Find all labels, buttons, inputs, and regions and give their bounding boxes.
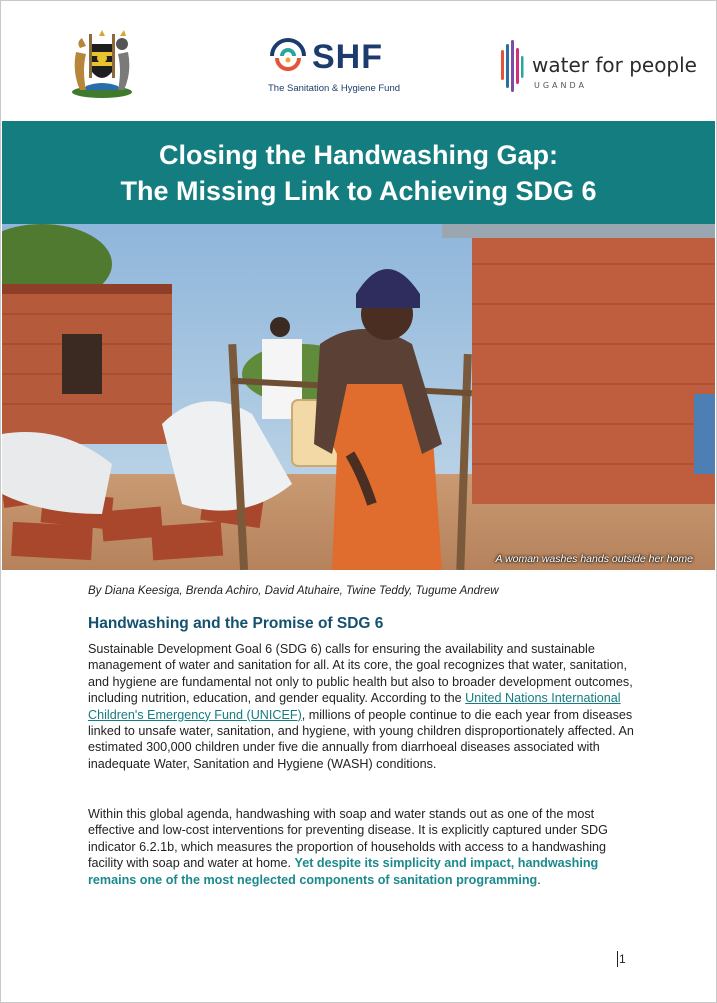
author-byline: By Diana Keesiga, Brenda Achiro, David Atuhaire, Twine Teddy, Tugume Andrew	[88, 585, 499, 597]
paragraph-1-text-a: Sustainable Development Goal 6 (SDG 6) calls for ensuring the availability and sustainable management of water and sanitation for all. At its core, the goal recognizes that water, sanitation, and hygiene are fundamental not only to public health but also to broader development outcomes, including nutrition, education, and gender equality. According to the	[88, 642, 633, 706]
paragraph-1	[88, 641, 636, 772]
shf-logo	[266, 34, 416, 98]
paragraph-2	[88, 806, 636, 888]
header-logos	[0, 0, 717, 120]
water-for-people-logo-subtitle: UGANDA	[534, 81, 588, 90]
title-banner	[2, 121, 715, 224]
water-for-people-mark-icon	[498, 40, 524, 96]
shf-logo-subtitle: The Sanitation & Hygiene Fund	[268, 83, 401, 94]
unicef-link[interactable]: United Nations International Children's Emergency Fund (UNICEF)	[88, 691, 621, 722]
photo-caption: A woman washes hands outside her home	[495, 553, 693, 565]
text-cursor	[617, 951, 618, 967]
coat-of-arms-icon	[62, 22, 142, 102]
title-line-1: Closing the Handwashing Gap:	[158, 140, 558, 170]
water-for-people-logo	[498, 40, 697, 96]
paragraph-2-text: Within this global agenda, handwashing with soap and water stands out as one of the most effective and low-cost interventions for preventing disease. It is explicitly captured under SDG indicator 6.2.1b, which measures the proportion of households with access to a handwashing facility with soap and water at home.	[88, 807, 608, 871]
paragraph-2-end: .	[537, 872, 541, 887]
section-heading: Handwashing and the Promise of SDG 6	[88, 615, 384, 632]
shf-mark-icon	[266, 34, 310, 78]
paragraph-2-emphasis: Yet despite its simplicity and impact, handwashing remains one of the most neglected components of sanitation programming	[88, 856, 599, 887]
page-number: 1	[619, 952, 626, 966]
shf-logo-text: SHF	[312, 38, 383, 76]
water-for-people-logo-text: water for people	[532, 53, 697, 77]
paragraph-1-text-b: , millions of people continue to die each year from diseases linked to unsafe water, sanitation, and hygiene, with young children disproportionately affected. An estimated 300,000 children under five die annually from diarrhoeal diseases associated with inadequate Water, Sanitation and Hygiene (WASH) conditions.	[88, 707, 634, 771]
hero-photo	[2, 224, 715, 570]
title-line-2: The Missing Link to Achieving SDG 6	[120, 176, 597, 206]
